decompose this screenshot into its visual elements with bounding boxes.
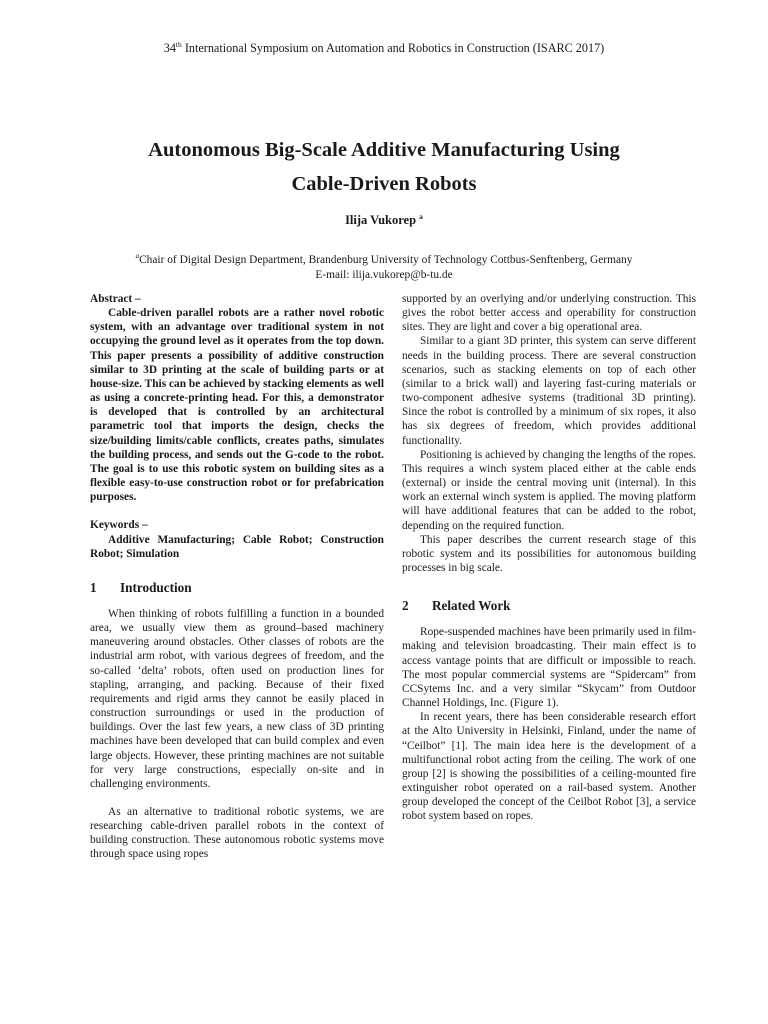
title-line-2: Cable-Driven Robots: [291, 173, 477, 195]
section-1-number: 1: [90, 579, 97, 595]
affiliation: [60, 249, 708, 283]
affiliation-marker: a: [135, 252, 140, 260]
section-2-number: 2: [402, 598, 409, 614]
author-affil-marker: a: [419, 212, 423, 221]
affiliation-text: Chair of Digital Design Department, Brandenburg University of Technology Cottbus-Senftenberg, Germany: [139, 253, 633, 266]
keywords-text: Additive Manufacturing; Cable Robot; Construction Robot; Simulation: [90, 533, 384, 560]
related-paragraph-1: Rope-suspended machines have been primarily used in film-making and television broadcasting. Their main effect is to access vantage points that are difficult or impossible to reach. The most popular commercial systems are “Spidercam” from CCSytems Inc. and a very similar “Skycam” from Outdoor Channel Holdings, Inc. (Figure 1).: [402, 626, 696, 710]
section-2-title: Related Work: [432, 598, 511, 614]
section-2-heading: [402, 599, 696, 613]
left-column: [90, 292, 384, 862]
section-1-title: Introduction: [120, 579, 192, 595]
intro-paragraph-4: Similar to a giant 3D printer, this system can serve different needs in the building process. There are several construction scenarios, such as stacking elements on top of each other (similar to a brick wall) and layering fast-curing materials or two-component adhesive systems (traditional 3D printing). Since the robot is controlled by a minimum of six ropes, it also has six degrees of freedom, which provides additional functionality.: [402, 335, 696, 447]
keywords-label: Keywords –: [90, 519, 148, 532]
intro-paragraph-1: When thinking of robots fulfilling a function in a bounded area, we usually view them as ground–based machinery maneuvering around obstacles. Other classes of robots are the industrial arm robot, with various degrees of freedom, and the so-called ‘delta’ robots, often used on production lines for stapling, arranging, and packing. Because of their fixed requirements and rigid arms they cannot be easily placed in construction surroundings or used in the production of buildings. Over the last few years, a new class of 3D printing machines have been developed that can build complex and even large objects. However, these printing machines are not suitable for very large constructions, especially on-site and in challenging environments.: [90, 607, 384, 790]
intro-paragraph-3: supported by an overlying and/or underlying construction. This gives the robot better access and operability for construction sites. They are light and cover a big operational area.: [402, 293, 696, 334]
right-column: [402, 292, 696, 823]
paper-title: [70, 133, 698, 201]
conference-header: [0, 40, 768, 56]
affiliation-line-1: [60, 249, 708, 268]
related-paragraph-2: In recent years, there has been considerable research effort at the Alto University in Helsinki, Finland, under the name of “Ceilbot” [1]. The main idea here is the development of a multifunctional robot acting from the ceiling. The work of one group [2] is showing the possibilities of a ceiling-mounted fire extinguisher robot operated on a rail-based system. Another group developed the concept of the Ceilbot Robot [3], a service robot system based on ropes.: [402, 711, 696, 823]
header-ordinal: 34: [163, 41, 176, 56]
intro-paragraph-2: As an alternative to traditional robotic systems, we are researching cable-driven parallel robots in the context of building construction. These autonomous robotic systems move through space using ropes: [90, 806, 384, 861]
abstract-text: Cable-driven parallel robots are a rather novel robotic system, with an advantage over traditional system in not occupying the ground level as it operates from the top down. This paper presents a possibility of additive construction similar to 3D printing at the scale of building parts or at house-size. This can be achieved by stacking elements as well as using a concrete-printing head. For this, a demonstrator is developed that is controlled by an architectural parametric tool that imports the design, checks the size/building limits/cable conflicts, creates paths, simulates the building process, and sends out the G-code to the robot. The goal is to use this robotic system on building sites as a flexible easy-to-use construction robot or for prefabrication purposes.: [90, 307, 384, 504]
intro-paragraph-5: Positioning is achieved by changing the lengths of the ropes. This requires a winch system placed either at the cable ends (external) or inside the central moving unit (internal). In this work an external winch system is applied. The moving platform will have additional features that can be added to the robot, depending on the required function.: [402, 448, 696, 532]
abstract-label: Abstract –: [90, 293, 141, 305]
title-line-1: Autonomous Big-Scale Additive Manufacturing Using: [148, 139, 620, 161]
header-ordinal-suffix: th: [175, 40, 182, 49]
affiliation-email: E-mail: ilija.vukorep@b-tu.de: [315, 268, 453, 281]
author-name: Ilija Vukorep: [345, 213, 417, 228]
author: [0, 212, 768, 228]
section-1-heading: [90, 581, 384, 595]
intro-paragraph-6: This paper describes the current research stage of this robotic system and its possibilities for autonomous building processes in big scale.: [402, 533, 696, 574]
header-text: International Symposium on Automation and Robotics in Construction (ISARC 2017): [181, 41, 605, 56]
